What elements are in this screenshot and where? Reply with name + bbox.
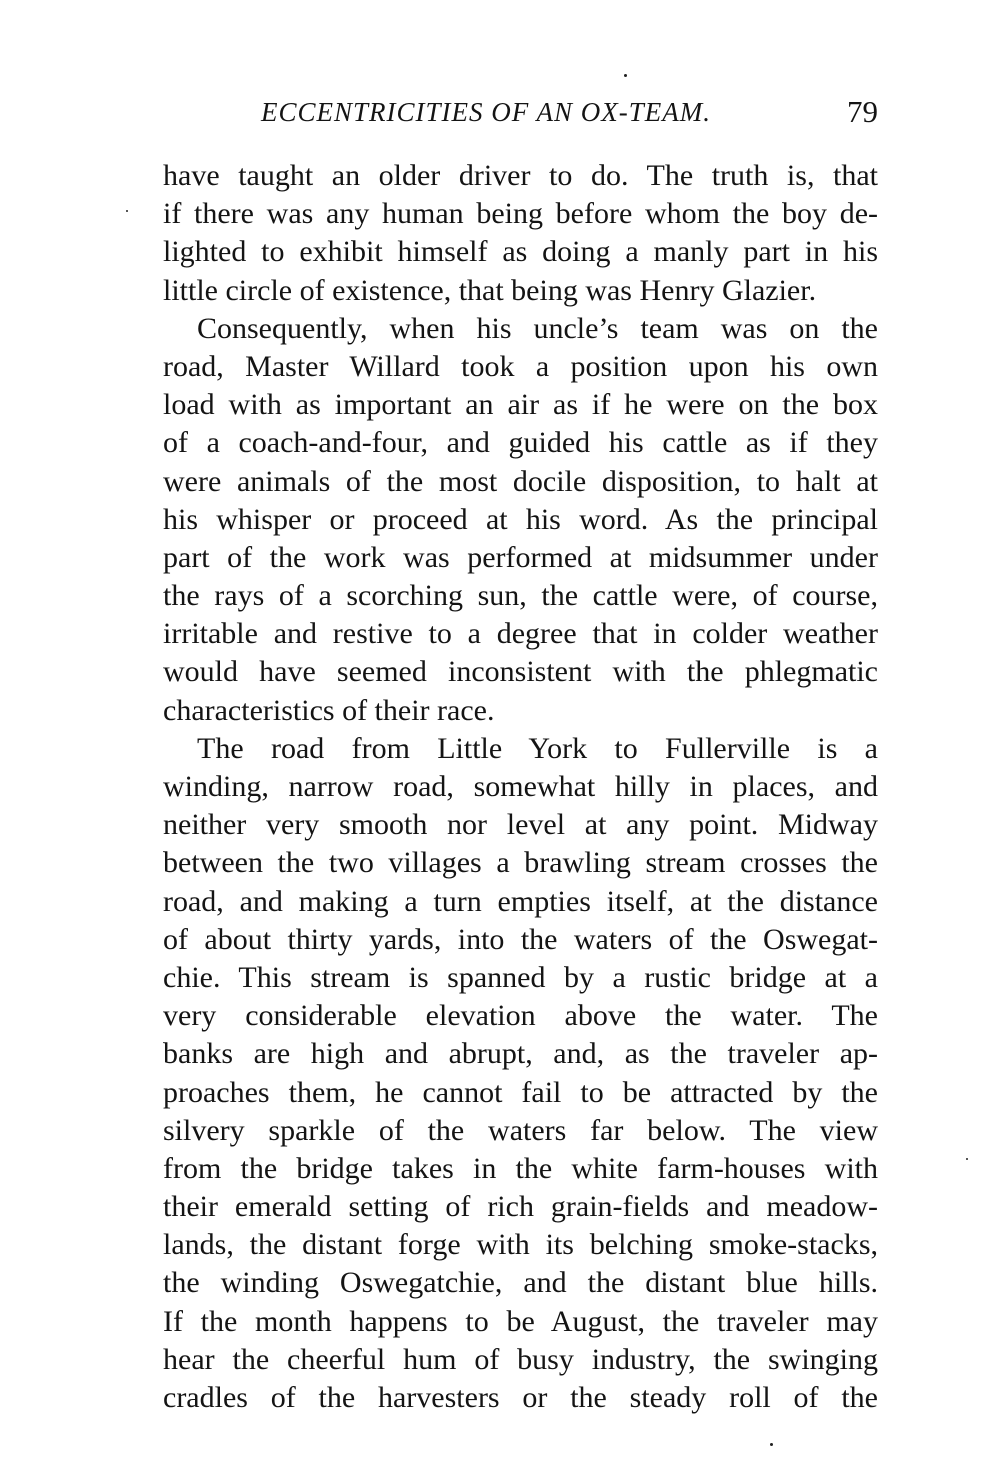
running-title: ECCENTRICITIES OF AN OX-TEAM. xyxy=(261,97,711,127)
text-line: Consequently, when his uncle’s team was on the xyxy=(197,311,878,345)
text-line: between the two villages a brawling stream crosses the xyxy=(163,846,878,880)
text-line: chie. This stream is spanned by a rustic bridge at a xyxy=(163,960,878,994)
running-head xyxy=(163,92,878,132)
text-line: proaches them, he cannot fail to be attracted by the xyxy=(163,1075,878,1109)
text-line: of a coach-and-four, and guided his cattle as if they xyxy=(163,426,878,460)
text-line: lands, the distant forge with its belching smoke-stacks, xyxy=(163,1228,878,1262)
text-line: neither very smooth nor level at any point. Midway xyxy=(163,808,878,842)
text-line: the winding Oswegatchie, and the distant blue hills. xyxy=(163,1266,878,1300)
page-number: 79 xyxy=(847,94,878,129)
text-line: very considerable elevation above the water. The xyxy=(163,999,878,1033)
text-line: part of the work was performed at midsummer under xyxy=(163,540,878,574)
text-line: silvery sparkle of the waters far below. The view xyxy=(163,1113,878,1147)
text-line: road, Master Willard took a position upon his own xyxy=(163,349,878,383)
text-line: their emerald setting of rich grain-fields and meadow- xyxy=(163,1190,878,1224)
text-line: his whisper or proceed at his word. As the principal xyxy=(163,502,878,536)
text-line: characteristics of their race. xyxy=(163,693,495,727)
scan-speck xyxy=(966,1158,968,1160)
text-line: irritable and restive to a degree that in colder weather xyxy=(163,617,878,651)
text-line: load with as important an air as if he were on the box xyxy=(163,388,878,422)
body-text xyxy=(163,157,878,1417)
text-line: winding, narrow road, somewhat hilly in places, and xyxy=(163,770,878,803)
text-line: little circle of existence, that being was Henry Glazier. xyxy=(163,273,817,307)
text-line: The road from Little York to Fullerville is a xyxy=(197,731,878,765)
scan-speck xyxy=(624,74,627,77)
scan-speck xyxy=(770,1443,773,1446)
text-line: If the month happens to be August, the traveler may xyxy=(163,1304,878,1338)
text-line: have taught an older driver to do. The truth is, that xyxy=(163,159,878,192)
text-line: banks are high and abrupt, and, as the traveler ap- xyxy=(163,1037,878,1071)
text-line: from the bridge takes in the white farm-houses with xyxy=(163,1151,878,1185)
text-line: would have seemed inconsistent with the phlegmatic xyxy=(163,655,878,689)
text-line: of about thirty yards, into the waters of the Oswegat- xyxy=(163,922,878,956)
text-line: the rays of a scorching sun, the cattle were, of course, xyxy=(163,579,878,613)
text-line: if there was any human being before whom the boy de- xyxy=(163,197,878,231)
text-line: were animals of the most docile disposition, to halt at xyxy=(163,464,878,498)
scan-speck xyxy=(126,210,128,212)
text-line: lighted to exhibit himself as doing a manly part in his xyxy=(163,235,878,269)
text-line: cradles of the harvesters or the steady roll of the xyxy=(163,1381,878,1414)
text-line: road, and making a turn empties itself, at the distance xyxy=(163,884,878,918)
text-line: hear the cheerful hum of busy industry, the swinging xyxy=(163,1342,878,1376)
